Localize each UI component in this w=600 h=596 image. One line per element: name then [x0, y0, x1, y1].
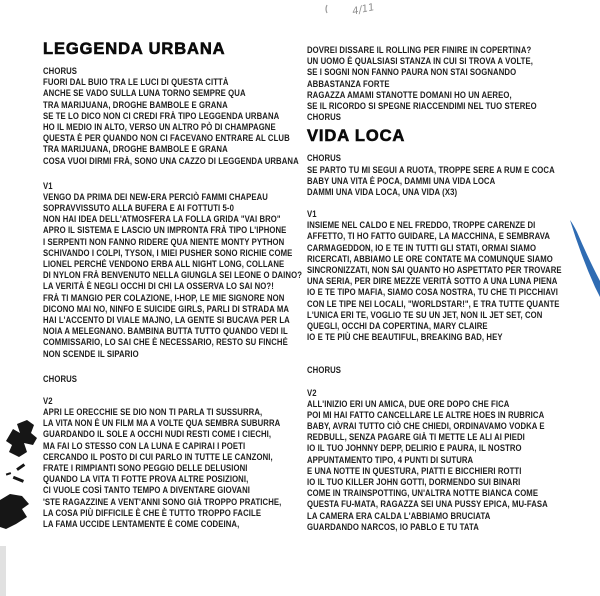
- lyric-line: LA VERITÀ È NEGLI OCCHI DI CHI LA OSSERVA LO SAI NO?!: [43, 281, 274, 292]
- lyric-line: IO E TE PIÙ CHE BEAUTIFUL, BREAKING BAD, HEY: [307, 332, 503, 343]
- pen-tick-mark: [326, 5, 327, 13]
- lyric-line: DICONO MAI NO, NINFO E SUICIDE GIRLS, PARLI DI STRADA MA: [43, 303, 290, 314]
- lyric-line: UN UOMO È QUALSIASI STANZA IN CUI SI TROVA A VOLTE,: [307, 56, 533, 67]
- lyric-line: DI NYLON FRÀ BENVENUTO NELLA GIUNGLA SEI LEONE O DAINO?: [43, 270, 303, 281]
- lyric-line: NON HAI IDEA DELL'ATMOSFERA LA FOLLA GRIDA "VAI BRO": [43, 214, 281, 225]
- lyrics-block: [307, 220, 579, 343]
- lyric-line: RAGAZZA AMAMI STANOTTE DOMANI HO UN AEREO,: [307, 89, 512, 100]
- section-label: CHORUS: [43, 66, 78, 76]
- lyric-line: DAMMI UNA VIDA LOCA, UNA VIDA (X3): [307, 186, 458, 197]
- lyric-line: QUESTA È PER QUANDO NON CI FACEVANO ENTRARE AL CLUB: [43, 133, 290, 144]
- lyric-line: DOVREI DISSARE IL ROLLING PER FINIRE IN COPERTINA?: [307, 45, 532, 55]
- section-label: CHORUS: [43, 373, 78, 384]
- lyric-line: UNA SERIA, PER DIRE MEZZE VERITÀ SOTTO A UNA LUNA PIENA: [307, 276, 558, 287]
- handwriting-text: 4/11: [351, 2, 376, 18]
- lyric-line: SINCRONIZZATI, NON SAI QUANTO HO ASPETTATO PER TROVARE: [307, 265, 562, 275]
- lyric-line: HAI L'ACCENTO DI VIALE MAJNO, LA GENTE SI BUCAVA PER LA: [43, 314, 290, 325]
- ink-blot-top: [6, 420, 37, 457]
- lyric-line: L'UNICA ERI TE, VOGLIO TE SU UN JET, NON IL JET SET, CON: [307, 309, 543, 320]
- lyric-line: QUESTA FU-MATA, RAGAZZA SEI UNA PUSSY EPICA, MU-FASA: [307, 499, 548, 510]
- section-label: V2: [43, 395, 53, 406]
- lyric-line: POI MI HAI FATTO CANCELLARE LE ALTRE HOES IN RUBRICA: [307, 409, 545, 420]
- lyric-line: CON LE TIPE NEI LOCALI, "WORLDSTAR!", E TRA TUTTE QUANTE: [307, 298, 560, 309]
- lyric-line: LA COSA PIÙ DIFFICILE È CHE È TUTTO TROPPO FACILE: [43, 507, 262, 518]
- lyrics-block: [307, 45, 579, 112]
- section-label: CHORUS: [307, 112, 342, 123]
- lyric-line: LA CAMERA ERA CALDA L'ABBIAMO BRUCIATA: [307, 510, 491, 521]
- lyric-line: I SERPENTI NON FANNO RIDERE QUA NIENTE MONTY PYTHON: [43, 236, 285, 247]
- ink-dash: [13, 476, 24, 483]
- lyric-line: SE PARTO TU MI SEGUI A RUOTA, TROPPE SERE A RUM E COCA: [307, 164, 555, 175]
- lyric-line: FUORI DAL BUIO TRA LE LUCI DI QUESTA CITTÀ: [43, 77, 229, 88]
- lyric-line: HO IL MEDIO IN ALTO, VERSO UN ALTRO PÒ DI CHAMPAGNE: [43, 121, 276, 132]
- section-label: V1: [307, 209, 317, 220]
- lyric-line: SE IL RICORDO SI SPEGNE RIACCENDIMI NEL TUO STEREO: [307, 100, 537, 111]
- section-label: V2: [307, 387, 317, 398]
- lyric-line: CERCANDO IL POSTO DI CUI PARLO IN TUTTE LE CANZONI,: [43, 451, 273, 462]
- lyric-line: TRA MARIJUANA, DROGHE BAMBOLE E GRANA: [43, 99, 228, 110]
- lyric-line: QUEGLI, OCCHI DA COPERTINA, MARY CLAIRE: [307, 320, 488, 331]
- lyric-line: SE I SOGNI NON FANNO PAURA NON STAI SOGNANDO: [307, 67, 517, 78]
- lyric-line: COMMISSARIO, LO SAI CHE È NECESSARIO, RESTO SU FINCHÉ: [43, 337, 288, 348]
- lyric-line: IO IL TUO KILLER JOHN GOTTI, DORMENDO SUI BINARI: [307, 477, 521, 487]
- lyric-line: APRO IL SISTEMA E LASCIO UN IMPRONTA FRÀ TIPO L'IPHONE: [43, 225, 287, 236]
- section-label: V1: [43, 180, 53, 191]
- ink-blot-group: [0, 420, 37, 529]
- lyric-line: FRATE I RIMPIANTI SONO PEGGIO DELLE DELUSIONI: [43, 463, 248, 473]
- lyrics-column-left: [43, 40, 305, 530]
- lyric-line: LA VITA NON È UN FILM MA A VOLTE QUA SEMBRA SUBURRA: [43, 418, 281, 429]
- lyric-line: GUARDANDO NARCOS, IO PABLO E TU TATA: [307, 521, 479, 532]
- lyrics-block: [307, 399, 579, 533]
- lyric-line: QUANDO LA VITA TI FOTTE PROVA ALTRE POSIZIONI,: [43, 474, 249, 485]
- section-label: CHORUS: [307, 365, 342, 376]
- handwriting-note: [0, 0, 600, 30]
- lyric-line: VENGO DA PRIMA DEI NEW-ERA PERCIÒ FAMMI CHAPEAU: [43, 191, 268, 202]
- lyric-line: COSA VUOI DIRMI FRÀ, SONO UNA CAZZO DI LEGGENDA URBANA: [43, 155, 299, 166]
- lyric-line: SOPRAVVISSUTO ALLA BUFERA E AI FOTTUTI 5-0: [43, 203, 234, 214]
- song-title: LEGGENDA URBANA: [43, 40, 226, 58]
- lyrics-block: [43, 77, 305, 167]
- lyric-line: BABY, AVRAI TUTTO CIÒ CHE CHIEDI, ORDINAVAMO VODKA E: [307, 421, 545, 432]
- lyrics-block: [307, 165, 579, 199]
- lyrics-block: [43, 192, 305, 360]
- section-label: CHORUS: [307, 153, 342, 164]
- lyric-line: SCHIVANDO I COLPI, TYSON, I MIEI PUSHER SONO RICHIE COME: [43, 247, 293, 258]
- lyric-line: E UNA NOTTE IN QUESTURA, PIATTI E BICCHIERI ROTTI: [307, 465, 522, 476]
- lyric-line: SE TE LO DICO NON CI CREDI FRÀ TIPO LEGGENDA URBANA: [43, 110, 280, 121]
- ink-dash: [6, 472, 11, 475]
- lyric-line: ALL'INIZIO ERI UN AMICA, DUE ORE DOPO CHE FICA: [307, 398, 510, 409]
- ink-blot-bottom: [0, 494, 29, 529]
- lyric-line: NON SCENDE IL SIPARIO: [43, 348, 139, 359]
- lyric-line: APRI LE ORECCHIE SE DIO NON TI PARLA TI SUSSURRA,: [43, 407, 263, 418]
- lyrics-column-right: [307, 45, 579, 533]
- lyric-line: CARMAGEDDON, IO E TE IN TUTTI GLI STATI, ORMAI SIAMO: [307, 242, 537, 253]
- lyric-line: REDBULL, SENZA PAGARE GIÀ TI METTE LE ALI AI PIEDI: [307, 432, 525, 443]
- scan-edge-strip: [0, 546, 6, 596]
- lyric-line: NOIA A MELEGNANO. BAMBINA BUTTA TUTTO QUANDO VEDI IL: [43, 326, 288, 337]
- lyric-line: COME IN TRAINSPOTTING, UN'ALTRA NOTTE BIANCA COME: [307, 488, 539, 499]
- lyric-line: LA FAMA UCCIDE LENTAMENTE È COME CODEINA,: [43, 518, 240, 529]
- lyric-line: FRÀ TI MANGIO PER COLAZIONE, I-HOP, LE MIE SIGNORE NON: [43, 292, 285, 303]
- lyric-line: CI VUOLE COSÌ TANTO TEMPO A DIVENTARE GIOVANI: [43, 485, 250, 496]
- lyric-line: APPUNTAMENTO TIPO, 4 PUNTI DI SUTURA: [307, 454, 474, 465]
- lyric-line: GUARDANDO IL SOLE A OCCHI NUDI RESTI COME I CIECHI,: [43, 429, 272, 440]
- lyric-line: RICERCATI, ABBIAMO LE ORE CONTATE MA COMUNQUE SIAMO: [307, 253, 553, 264]
- lyric-line: LIONEL PERCHÉ VENDONO ERBA ALL NIGHT LONG, COLLANE: [43, 259, 285, 269]
- lyric-line: AFFETTO, TI HO FATTO GUIDARE, LA MACCHINA, E SEMBRAVA: [307, 231, 551, 242]
- lyrics-block: [43, 407, 305, 530]
- lyric-line: ANCHE SE VADO SULLA LUNA TORNO SEMPRE QUA: [43, 88, 246, 99]
- song-title: VIDA LOCA: [307, 127, 406, 146]
- lyric-line: BABY UNA VITA È POCA, DAMMI UNA VIDA LOCA: [307, 175, 496, 186]
- lyric-line: IO E TE TIPO MAFIA, SIAMO COSA NOSTRA, TU CHE TI PICCHIAVI: [307, 287, 558, 298]
- lyric-line: INSIEME NEL CALDO E NEL FREDDO, TROPPE CARENZE DI: [307, 220, 536, 231]
- lyric-line: IO IL TUO JOHNNY DEPP, DELIRIO E PAURA, IL NOSTRO: [307, 443, 522, 454]
- lyric-line: ABBASTANZA FORTE: [307, 78, 390, 89]
- lyric-line: TRA MARIJUANA, DROGHE BAMBOLE E GRANA: [43, 144, 228, 155]
- lyric-line: 'STE RAGAZZINE A VENT'ANNI SONO GIÀ TROPPO PRATICHE,: [43, 496, 282, 507]
- lyric-line: MA FAI LO STESSO CON LA LUNA E CAPIRAI I POETI: [43, 440, 246, 451]
- ink-dash: [16, 463, 25, 471]
